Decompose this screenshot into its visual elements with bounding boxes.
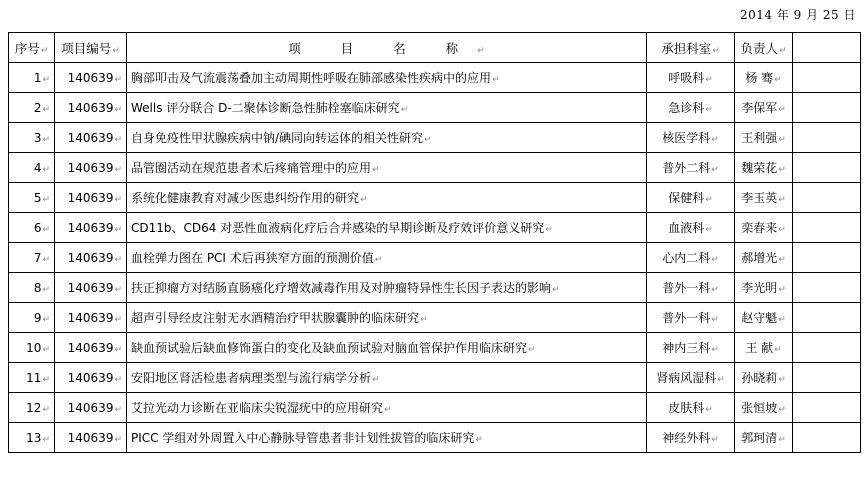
project-code-cell: [55, 123, 127, 153]
department: 核医学科: [662, 131, 711, 145]
row-number: 1: [33, 70, 42, 85]
paragraph-mark: ↵: [42, 434, 50, 445]
paragraph-mark: ↵: [711, 135, 719, 145]
department-cell: [647, 63, 735, 93]
project-code-cell: [55, 423, 127, 453]
table-row: [9, 303, 861, 333]
paragraph-mark: ↵: [778, 105, 786, 115]
person-in-charge-cell: [735, 63, 793, 93]
paragraph-mark: ↵: [114, 194, 122, 205]
paragraph-mark: ↵: [778, 225, 786, 235]
person-in-charge: 孙晓莉: [741, 371, 778, 385]
paragraph-mark: ↵: [705, 105, 713, 115]
row-number-cell: [9, 153, 55, 183]
project-code-cell: [55, 303, 127, 333]
extra-cell: [793, 243, 861, 273]
row-number-cell: [9, 363, 55, 393]
paragraph-mark: ↵: [711, 165, 719, 175]
project-name-cell: [127, 423, 647, 453]
paragraph-mark: ↵: [711, 255, 719, 265]
paragraph-mark: ↵: [778, 135, 786, 145]
row-number: 4: [33, 160, 42, 175]
person-in-charge-cell: [735, 363, 793, 393]
project-code: 140639: [67, 400, 114, 415]
table-row: [9, 93, 861, 123]
person-in-charge-cell: [735, 123, 793, 153]
department-cell: [647, 243, 735, 273]
paragraph-mark: ↵: [492, 75, 500, 85]
row-number: 8: [33, 280, 42, 295]
paragraph-mark: ↵: [778, 255, 786, 265]
table-row: [9, 213, 861, 243]
extra-cell: [793, 423, 861, 453]
paragraph-mark: ↵: [42, 194, 50, 205]
paragraph-mark: ↵: [705, 195, 713, 205]
project-name-cell: [127, 63, 647, 93]
person-in-charge-cell: [735, 93, 793, 123]
paragraph-mark: ↵: [372, 165, 380, 175]
paragraph-mark: ↵: [778, 195, 786, 205]
paragraph-mark: ↵: [372, 375, 380, 385]
project-code-cell: [55, 273, 127, 303]
document-date: 2014 年 9 月 25 日: [739, 8, 856, 22]
department: 心内二科: [662, 251, 711, 265]
department: 普外一科: [662, 281, 711, 295]
project-code: 140639: [67, 310, 114, 325]
table-row: [9, 243, 861, 273]
row-number: 12: [26, 400, 42, 415]
table-row: [9, 363, 861, 393]
project-code: 140639: [67, 100, 114, 115]
paragraph-mark: ↵: [778, 435, 786, 445]
paragraph-mark: ↵: [384, 405, 392, 415]
person-in-charge: 李玉英: [741, 191, 778, 205]
person-in-charge: 郭珂清: [741, 431, 778, 445]
paragraph-mark: ↵: [42, 314, 50, 325]
project-name-cell: [127, 393, 647, 423]
person-in-charge-cell: [735, 153, 793, 183]
project-name: 血栓弹力图在 PCI 术后再狭窄方面的预测价值: [131, 251, 374, 265]
project-code: 140639: [67, 280, 114, 295]
row-number: 6: [33, 220, 42, 235]
paragraph-mark: ↵: [528, 345, 536, 355]
person-in-charge-cell: [735, 393, 793, 423]
row-number-cell: [9, 93, 55, 123]
project-name: CD11b、CD64 对恶性血液病化疗后合并感染的早期诊断及疗效评价意义研究: [131, 221, 545, 235]
row-number-cell: [9, 303, 55, 333]
paragraph-mark: ↵: [475, 435, 483, 445]
extra-cell: [793, 363, 861, 393]
project-code-cell: [55, 363, 127, 393]
person-in-charge-cell: [735, 423, 793, 453]
department-cell: [647, 423, 735, 453]
department-cell: [647, 363, 735, 393]
department: 急诊科: [668, 101, 705, 115]
extra-cell: [793, 303, 861, 333]
project-code: 140639: [67, 340, 114, 355]
paragraph-mark: ↵: [420, 315, 428, 325]
paragraph-mark: ↵: [778, 375, 786, 385]
project-name: 扶正抑瘤方对结肠直肠癌化疗增效减毒作用及对肿瘤特异性生长因子表达的影响: [131, 281, 552, 295]
project-name: 自身免疫性甲状腺疾病中钠/碘同向转运体的相关性研究: [131, 131, 424, 145]
project-code-cell: [55, 243, 127, 273]
row-number-cell: [9, 183, 55, 213]
header-code: 项目编号↵: [55, 33, 127, 63]
paragraph-mark: ↵: [778, 285, 786, 295]
person-in-charge: 李保军: [741, 101, 778, 115]
paragraph-mark: ↵: [424, 135, 432, 145]
paragraph-mark: ↵: [114, 434, 122, 445]
paragraph-mark: ↵: [711, 435, 719, 445]
person-in-charge-cell: [735, 213, 793, 243]
paragraph-mark: ↵: [114, 284, 122, 295]
row-number: 11: [26, 370, 42, 385]
project-name: 安阳地区肾活检患者病理类型与流行病学分析: [131, 371, 372, 385]
project-name: 胸部叩击及气流震荡叠加主动周期性呼吸在肺部感染性疾病中的应用: [131, 71, 492, 85]
project-name-cell: [127, 153, 647, 183]
paragraph-mark: ↵: [114, 374, 122, 385]
project-code-cell: [55, 153, 127, 183]
paragraph-mark: ↵: [778, 405, 786, 415]
extra-cell: [793, 123, 861, 153]
row-number: 3: [33, 130, 42, 145]
project-name-cell: [127, 183, 647, 213]
department: 呼吸科: [668, 71, 705, 85]
department: 普外二科: [662, 161, 711, 175]
extra-cell: [793, 213, 861, 243]
paragraph-mark: ↵: [114, 344, 122, 355]
department-cell: [647, 153, 735, 183]
row-number-cell: [9, 423, 55, 453]
table-row: [9, 273, 861, 303]
paragraph-mark: ↵: [42, 404, 50, 415]
paragraph-mark: ↵: [42, 374, 50, 385]
paragraph-mark: ↵: [42, 284, 50, 295]
table-row: [9, 123, 861, 153]
paragraph-mark: ↵: [774, 345, 782, 355]
project-code-cell: [55, 213, 127, 243]
row-number-cell: [9, 393, 55, 423]
paragraph-mark: ↵: [42, 134, 50, 145]
department-cell: [647, 393, 735, 423]
person-in-charge-cell: [735, 333, 793, 363]
person-in-charge: 张恒坡: [741, 401, 778, 415]
paragraph-mark: ↵: [705, 405, 713, 415]
department-cell: [647, 273, 735, 303]
person-in-charge-cell: [735, 183, 793, 213]
row-number: 7: [33, 250, 42, 265]
project-name-cell: [127, 303, 647, 333]
project-name-cell: [127, 93, 647, 123]
department: 血液科: [668, 221, 705, 235]
paragraph-mark: ↵: [705, 75, 713, 85]
paragraph-mark: ↵: [114, 224, 122, 235]
row-number-cell: [9, 63, 55, 93]
person-in-charge-cell: [735, 243, 793, 273]
department-cell: [647, 183, 735, 213]
row-number-cell: [9, 243, 55, 273]
paragraph-mark: ↵: [114, 254, 122, 265]
extra-cell: [793, 63, 861, 93]
project-code: 140639: [67, 130, 114, 145]
paragraph-mark: ↵: [778, 315, 786, 325]
department: 神经外科: [662, 431, 711, 445]
table-header-row: [9, 33, 861, 63]
table-row: [9, 333, 861, 363]
header-name: 项 目 名 称↵: [127, 33, 647, 63]
project-name: 品管圈活动在规范患者术后疼痛管理中的应用: [131, 161, 372, 175]
paragraph-mark: ↵: [42, 224, 50, 235]
row-number-cell: [9, 123, 55, 153]
paragraph-mark: ↵: [774, 75, 782, 85]
table-row: [9, 153, 861, 183]
project-code: 140639: [67, 250, 114, 265]
project-code: 140639: [67, 190, 114, 205]
extra-cell: [793, 273, 861, 303]
project-code: 140639: [67, 70, 114, 85]
department-cell: [647, 333, 735, 363]
department: 普外一科: [662, 311, 711, 325]
paragraph-mark: ↵: [360, 195, 368, 205]
header-extra: [793, 33, 861, 63]
project-code: 140639: [67, 160, 114, 175]
row-number: 5: [33, 190, 42, 205]
person-in-charge: 李光明: [741, 281, 778, 295]
paragraph-mark: ↵: [374, 255, 383, 265]
paragraph-mark: ↵: [717, 375, 725, 385]
row-number-cell: [9, 213, 55, 243]
person-in-charge: 赵守魁: [741, 311, 778, 325]
paragraph-mark: ↵: [552, 285, 560, 295]
project-name: Wells 评分联合 D-二聚体诊断急性肺栓塞临床研究: [131, 101, 400, 115]
paragraph-mark: ↵: [42, 344, 50, 355]
table-row: [9, 423, 861, 453]
table-row: [9, 183, 861, 213]
project-name: PICC 学组对外周置入中心静脉导管患者非计划性拔管的临床研究: [131, 431, 475, 445]
paragraph-mark: ↵: [114, 314, 122, 325]
project-code: 140639: [67, 220, 114, 235]
project-table: [8, 32, 861, 453]
extra-cell: [793, 153, 861, 183]
paragraph-mark: ↵: [400, 105, 409, 115]
project-name: 系统化健康教育对减少医患纠纷作用的研究: [131, 191, 360, 205]
department: 保健科: [668, 191, 705, 205]
person-in-charge: 栾春来: [741, 221, 778, 235]
paragraph-mark: ↵: [114, 164, 122, 175]
header-no: 序号↵: [9, 33, 55, 63]
row-number: 10: [26, 340, 42, 355]
paragraph-mark: ↵: [711, 345, 719, 355]
extra-cell: [793, 393, 861, 423]
department-cell: [647, 213, 735, 243]
project-name: 艾拉光动力诊断在亚临床尖锐湿疣中的应用研究: [131, 401, 384, 415]
extra-cell: [793, 93, 861, 123]
project-code-cell: [55, 63, 127, 93]
project-code-cell: [55, 93, 127, 123]
project-code-cell: [55, 393, 127, 423]
person-in-charge: 郝增光: [741, 251, 778, 265]
paragraph-mark: ↵: [42, 164, 50, 175]
department: 神内三科: [662, 341, 711, 355]
paragraph-mark: ↵: [545, 225, 553, 235]
paragraph-mark: ↵: [42, 74, 50, 85]
extra-cell: [793, 333, 861, 363]
row-number-cell: [9, 273, 55, 303]
person-in-charge: 杨 骞: [745, 71, 774, 85]
project-name-cell: [127, 273, 647, 303]
department-cell: [647, 303, 735, 333]
project-name-cell: [127, 123, 647, 153]
project-code-cell: [55, 183, 127, 213]
project-code: 140639: [67, 430, 114, 445]
paragraph-mark: ↵: [42, 104, 50, 115]
header-person: 负责人↵: [735, 33, 793, 63]
person-in-charge: 魏荣花: [741, 161, 778, 175]
person-in-charge-cell: [735, 303, 793, 333]
row-number-cell: [9, 333, 55, 363]
department: 肾病风湿科: [656, 371, 717, 385]
paragraph-mark: ↵: [778, 165, 786, 175]
paragraph-mark: ↵: [114, 404, 122, 415]
person-in-charge: 王利强: [741, 131, 778, 145]
project-name-cell: [127, 213, 647, 243]
project-name-cell: [127, 243, 647, 273]
project-name-cell: [127, 363, 647, 393]
project-name: 超声引导经皮注射无水酒精治疗甲状腺囊肿的临床研究: [131, 311, 420, 325]
paragraph-mark: ↵: [705, 225, 713, 235]
row-number: 2: [33, 100, 42, 115]
department-cell: [647, 93, 735, 123]
project-name-cell: [127, 333, 647, 363]
project-name: 缺血预试验后缺血修饰蛋白的变化及缺血预试验对脑血管保护作用临床研究: [131, 341, 528, 355]
header-dept: 承担科室↵: [647, 33, 735, 63]
project-code: 140639: [67, 370, 114, 385]
department: 皮肤科: [668, 401, 705, 415]
paragraph-mark: ↵: [114, 104, 122, 115]
person-in-charge: 王 献: [745, 341, 774, 355]
paragraph-mark: ↵: [114, 74, 122, 85]
table-row: [9, 63, 861, 93]
row-number: 9: [33, 310, 42, 325]
project-code-cell: [55, 333, 127, 363]
extra-cell: [793, 183, 861, 213]
paragraph-mark: ↵: [711, 285, 719, 295]
person-in-charge-cell: [735, 273, 793, 303]
paragraph-mark: ↵: [711, 315, 719, 325]
row-number: 13: [26, 430, 42, 445]
paragraph-mark: ↵: [114, 134, 122, 145]
paragraph-mark: ↵: [42, 254, 50, 265]
table-row: [9, 393, 861, 423]
department-cell: [647, 123, 735, 153]
